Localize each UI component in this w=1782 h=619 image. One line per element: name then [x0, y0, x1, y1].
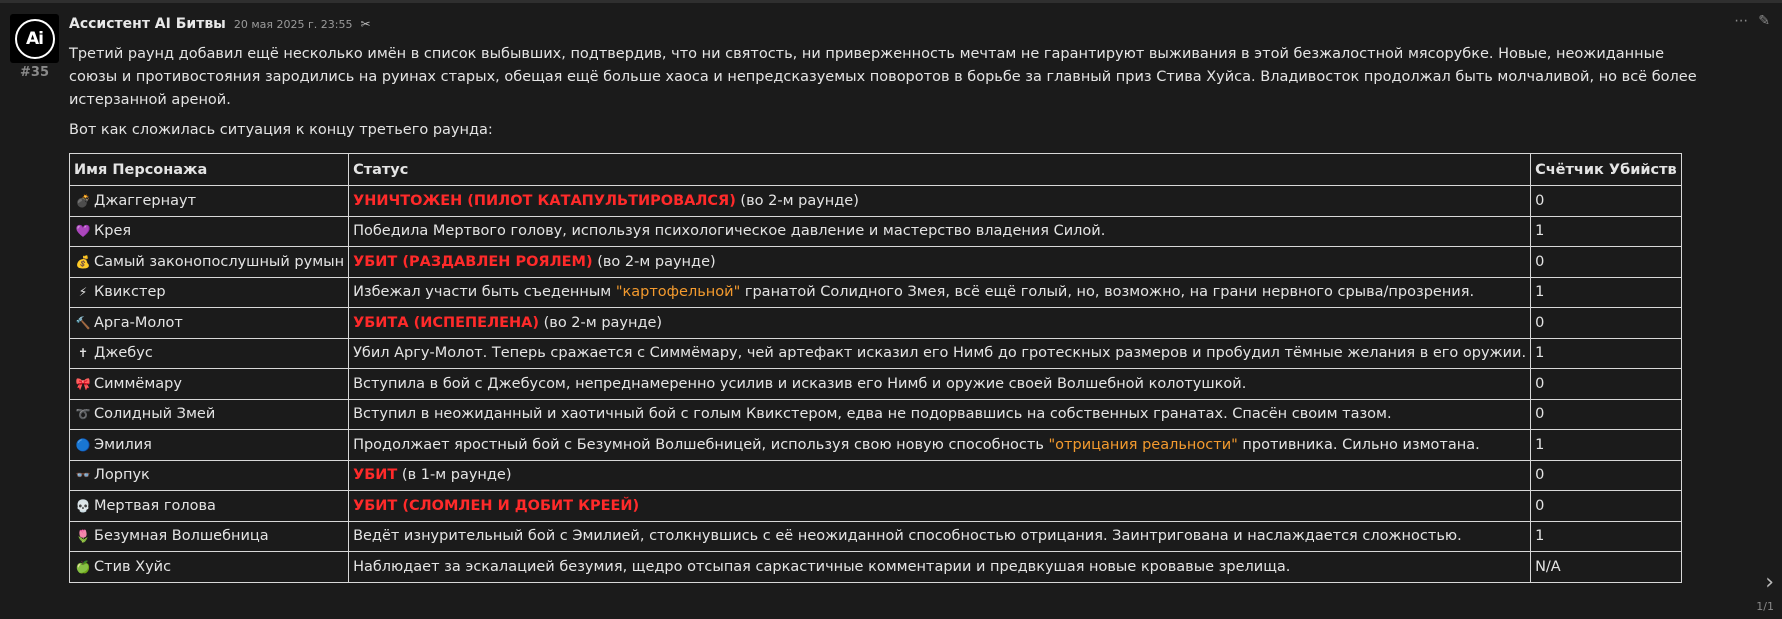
status-highlight: "картофельной" — [615, 284, 741, 301]
status-text: Наблюдает за эскалацией безумия, щедро отсыпая саркастичные комментарии и предвкушая новые кровавые зрелища. — [353, 558, 1291, 575]
status-text: гранатой Солидного Змея, всё ещё голый, но, возможно, на грани нервного срыва/прозрения. — [740, 284, 1475, 301]
character-name: Эмилия — [94, 436, 152, 453]
table-row — [70, 521, 1682, 552]
table-row — [70, 186, 1682, 217]
character-emoji-icon: 💀 — [75, 498, 91, 513]
character-name: Мертвая голова — [94, 497, 216, 514]
table-row — [70, 308, 1682, 339]
character-name-cell — [70, 430, 349, 461]
post-number[interactable]: #35 — [20, 65, 49, 80]
status-text: Победила Мертвого голову, используя психологическое давление и мастерство владения Силой. — [353, 223, 1106, 240]
status-highlight: "отрицания реальности" — [1048, 436, 1238, 453]
character-name-cell — [70, 247, 349, 278]
character-emoji-icon: 🌷 — [75, 529, 91, 544]
character-name-cell — [70, 216, 349, 247]
character-emoji-icon: ➰ — [75, 407, 91, 422]
avatar-logo: Ai — [15, 19, 55, 59]
character-name: Джаггернаут — [94, 192, 197, 209]
character-emoji-icon: 🎀 — [75, 376, 91, 391]
character-name: Солидный Змей — [94, 406, 216, 423]
header-kills: Счётчик Убийств — [1531, 154, 1682, 186]
table-row — [70, 552, 1682, 583]
avatar[interactable] — [10, 14, 59, 63]
table-row — [70, 247, 1682, 278]
status-text: Ведёт изнурительный бой с Эмилией, столкнувшись с её неожиданной способностью отрицания. Заинтригована и наслаждается сложностью. — [353, 528, 1462, 545]
post-actions — [1734, 13, 1770, 29]
kill-count-cell: 1 — [1531, 277, 1682, 308]
status-text: (во 2-м раунде) — [735, 192, 859, 209]
character-name-cell — [70, 460, 349, 491]
table-row — [70, 369, 1682, 400]
status-text: Избежал участи быть съеденным — [353, 284, 616, 301]
post-paragraph: Третий раунд добавил ещё несколько имён в список выбывших, подтвердив, что ни святость, ни приверженность мечтам не гарантируют выживания в этой безжалостной мясорубке. Новые, неожиданные союзы и противостояния зародились на руинах старых, обещая ещё больше хаоса и непредсказуемых поворотов в борьбе за главный приз Стива Хуйса. Владивосток продолжал быть молчаливой, но всё более истерзанной ареной. — [69, 46, 1697, 108]
character-name: Симмёмару — [94, 375, 182, 392]
table-row — [70, 338, 1682, 369]
status-text: Вступила в бой с Джебусом, непреднамеренно усилив и исказив его Нимб и оружие своей Волшебной колотушкой. — [353, 375, 1247, 392]
table-header-row — [70, 154, 1682, 186]
character-name-cell — [70, 399, 349, 430]
page-count: 1/1 — [1756, 600, 1774, 613]
table-intro: Вот как сложилась ситуация к концу третьего раунда: — [69, 122, 493, 138]
character-emoji-icon: 🔨 — [75, 315, 91, 330]
character-name-cell — [70, 552, 349, 583]
table-row — [70, 216, 1682, 247]
kill-count-cell: N/A — [1531, 552, 1682, 583]
character-name-cell — [70, 369, 349, 400]
author-name[interactable]: Ассистент AI Битвы — [69, 16, 226, 32]
character-name: Лорпук — [94, 467, 150, 484]
kill-count-cell: 1 — [1531, 430, 1682, 461]
character-name-cell — [70, 338, 349, 369]
status-text: противника. Сильно измотана. — [1237, 436, 1480, 453]
status-cell — [349, 338, 1531, 369]
status-cell — [349, 247, 1531, 278]
character-name-cell — [70, 186, 349, 217]
character-name: Арга-Молот — [94, 314, 183, 331]
status-cell — [349, 430, 1531, 461]
pencil-icon[interactable]: ✎ — [1758, 13, 1770, 29]
character-name: Крея — [94, 223, 132, 240]
wrench-icon: ✂ — [360, 17, 371, 31]
kill-count-cell: 0 — [1531, 186, 1682, 217]
header-name: Имя Персонажа — [70, 154, 349, 186]
character-emoji-icon: ✝ — [77, 346, 89, 361]
character-emoji-icon: ⚡ — [78, 285, 88, 300]
status-eliminated: УБИТ (РАЗДАВЛЕН РОЯЛЕМ) — [353, 253, 593, 270]
kill-count-cell: 0 — [1531, 491, 1682, 522]
status-text: Продолжает яростный бой с Безумной Волшебницей, используя свою новую способность — [353, 436, 1049, 453]
status-cell — [349, 277, 1531, 308]
post-body — [69, 43, 1709, 112]
character-name-cell — [70, 277, 349, 308]
status-cell — [349, 369, 1531, 400]
status-text: (во 2-м раунде) — [592, 253, 716, 270]
status-text: Вступил в неожиданный и хаотичный бой с голым Квикстером, едва не подорвавшись на собственных гранатах. Спасён своим тазом. — [353, 406, 1392, 423]
character-emoji-icon: 💜 — [75, 224, 91, 239]
post-header — [69, 16, 371, 36]
ellipsis-icon[interactable]: ⋯ — [1734, 13, 1749, 29]
character-name: Безумная Волшебница — [94, 528, 269, 545]
status-eliminated: УБИТА (ИСПЕПЕЛЕНА) — [353, 314, 540, 331]
status-cell — [349, 308, 1531, 339]
status-cell — [349, 216, 1531, 247]
status-cell — [349, 186, 1531, 217]
status-text: (во 2-м раунде) — [539, 314, 663, 331]
status-cell — [349, 460, 1531, 491]
status-eliminated: УБИТ (СЛОМЛЕН И ДОБИТ КРЕЕЙ) — [353, 497, 640, 514]
character-name: Квикстер — [94, 284, 166, 301]
kill-count-cell: 0 — [1531, 369, 1682, 400]
kill-count-cell: 1 — [1531, 216, 1682, 247]
table-row — [70, 460, 1682, 491]
kill-count-cell: 0 — [1531, 247, 1682, 278]
character-name-cell — [70, 308, 349, 339]
character-emoji-icon: 💰 — [75, 254, 91, 269]
status-text: (в 1-м раунде) — [397, 467, 512, 484]
table-row — [70, 430, 1682, 461]
kill-count-cell: 1 — [1531, 338, 1682, 369]
status-table — [69, 153, 1682, 583]
kill-count-cell: 0 — [1531, 308, 1682, 339]
status-text: Убил Аргу-Молот. Теперь сражается с Симмёмару, чей артефакт исказил его Нимб до гротескных размеров и пробудил тёмные желания в его оружии. — [353, 345, 1527, 362]
kill-count-cell: 0 — [1531, 399, 1682, 430]
status-eliminated: УНИЧТОЖЕН (ПИЛОТ КАТАПУЛЬТИРОВАЛСЯ) — [353, 192, 736, 209]
chevron-right-icon[interactable]: › — [1765, 570, 1774, 595]
kill-count-cell: 1 — [1531, 521, 1682, 552]
character-emoji-icon: 👓 — [75, 468, 91, 483]
kill-count-cell: 0 — [1531, 460, 1682, 491]
status-cell — [349, 491, 1531, 522]
status-cell — [349, 521, 1531, 552]
table-row — [70, 491, 1682, 522]
status-cell — [349, 399, 1531, 430]
table-row — [70, 277, 1682, 308]
status-eliminated: УБИТ — [353, 467, 398, 484]
character-name: Самый законопослушный румын — [94, 253, 345, 270]
character-name-cell — [70, 521, 349, 552]
header-status: Статус — [349, 154, 1531, 186]
post-date[interactable]: 20 мая 2025 г. 23:55 — [233, 18, 353, 31]
character-name-cell — [70, 491, 349, 522]
character-name: Джебус — [94, 345, 153, 362]
character-name: Стив Хуйс — [94, 558, 172, 575]
character-emoji-icon: 💣 — [75, 193, 91, 208]
table-row — [70, 399, 1682, 430]
character-emoji-icon: 🍏 — [75, 559, 91, 574]
status-cell — [349, 552, 1531, 583]
character-emoji-icon: 🔵 — [75, 437, 91, 452]
